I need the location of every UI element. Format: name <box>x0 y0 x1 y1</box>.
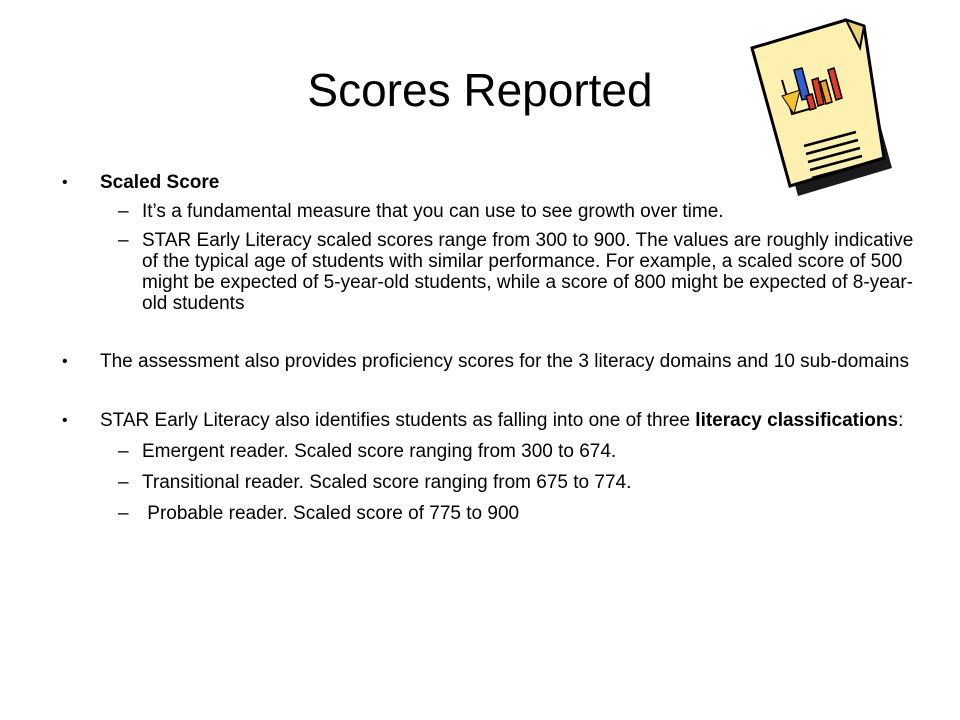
bullet-label: Scaled Score <box>100 172 220 193</box>
bullet-dot: • <box>62 174 68 191</box>
sub-text: Transitional reader. Scaled score ranging from 675 to 774. <box>142 472 632 493</box>
bullet-text-bold: literacy classifications <box>695 410 899 431</box>
bullet-proficiency <box>62 351 922 372</box>
sub-text: It’s a fundamental measure that you can use to see growth over time. <box>142 201 724 222</box>
sub-text: Probable reader. Scaled score of 775 to 900 <box>142 503 520 524</box>
sub-dash: – <box>118 230 129 251</box>
bullet-text-pre: STAR Early Literacy also identifies students as falling into one of three <box>100 410 696 431</box>
sub-text: STAR Early Literacy scaled scores range from 300 to 900. The values are roughly indicative of the typical age of students with similar performance. For example, a scaled score of 500 might be expected of 5-year-old students, while a score of 800 might be expected of 8-year-old students <box>142 230 914 314</box>
bullet-text <box>100 410 922 431</box>
sub-bullet <box>62 230 922 314</box>
bullet-classifications <box>62 410 922 431</box>
sub-text: Emergent reader. Scaled score ranging from 300 to 674. <box>142 441 617 462</box>
sub-dash: – <box>118 201 129 222</box>
bullet-dot: • <box>62 353 68 370</box>
sub-dash: – <box>118 441 129 462</box>
slide-title: Scores Reported <box>307 64 653 116</box>
sub-bullet <box>62 472 922 493</box>
bullet-scaled-score <box>62 172 922 193</box>
sub-bullet <box>62 201 922 222</box>
bullet-text-post: : <box>898 410 904 431</box>
sub-bullet <box>62 441 922 462</box>
bullet-dot: • <box>62 412 68 429</box>
sub-dash: – <box>118 503 129 524</box>
sub-bullet <box>62 503 922 524</box>
bullet-text: The assessment also provides proficiency scores for the 3 literacy domains and 10 sub-domains <box>100 351 909 372</box>
slide-body <box>62 168 922 524</box>
sub-dash: – <box>118 472 129 493</box>
